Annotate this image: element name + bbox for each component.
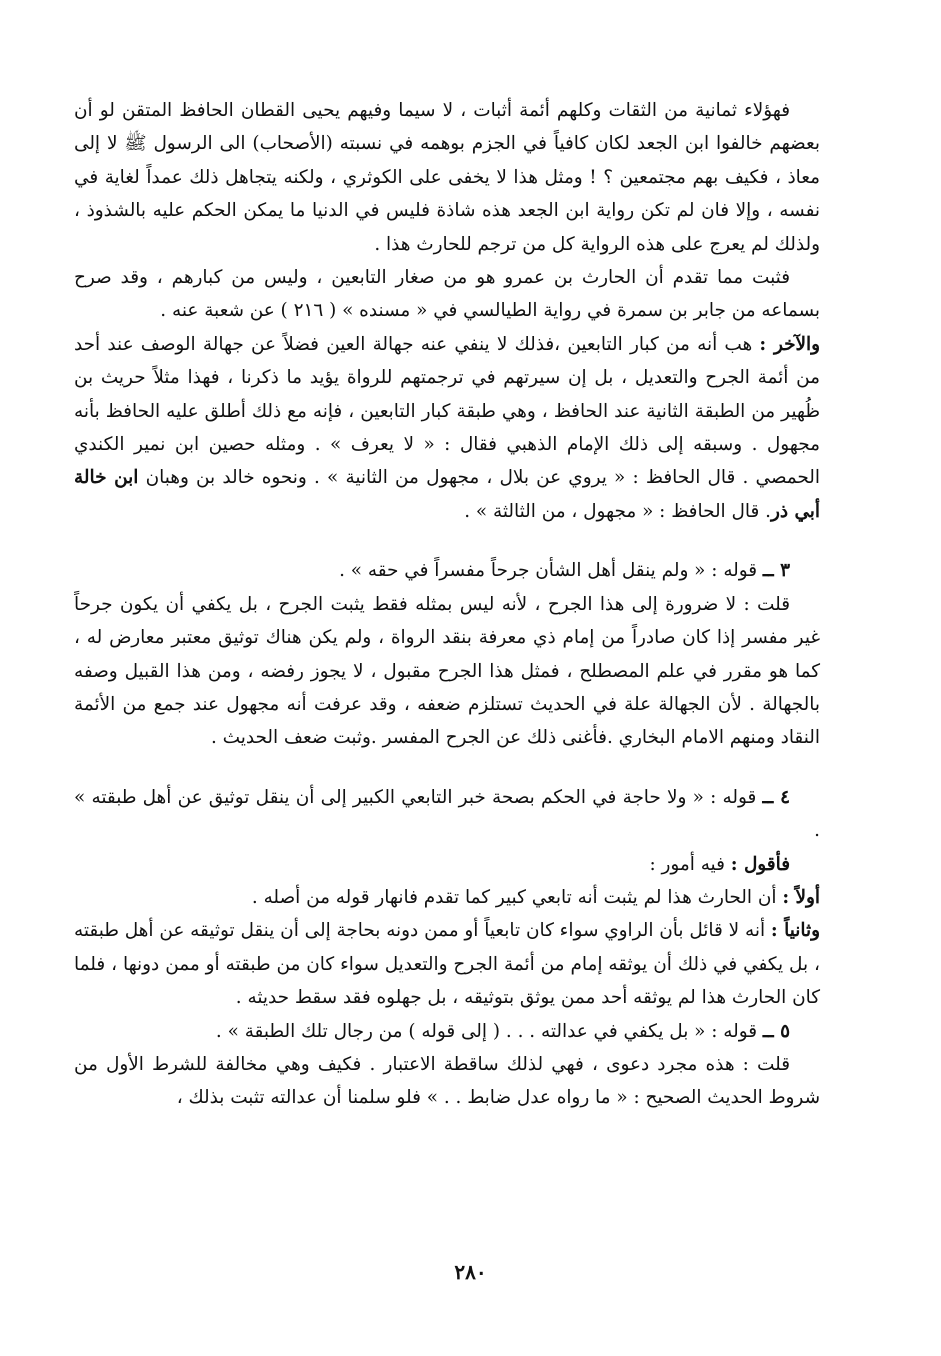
paragraph-response-intro [74,848,820,881]
paragraph-first-matter [74,881,820,914]
paragraph-text: قلت : هذه مجرد دعوى ، فهي لذلك ساقطة الاعتبار . فكيف وهي مخالفة للشرط الأول من شروط الحديث الصحيح : « ما رواه عدل ضابط . . » فلو سلمنا أن عدالته تثبت بذلك ، [74,1053,820,1109]
paragraph-response-3 [74,588,820,755]
paragraph-response-5 [74,1048,820,1115]
paragraph-lead: فأقول : [730,853,790,875]
paragraph-quote-3 [74,554,820,587]
paragraph-text: قلت : لا ضرورة إلى هذا الجرح ، لأنه ليس بمثله فقط يثبت الجرح ، بل يكفي أن يكون جرحاً غير مفسر إذا كان صادراً من إمام ذي معرفة بنقد الرواة ، ولم يكن هناك توثيق معتبر معارض له ، كما هو مقرر في علم المصطلح ، فمثل هذا الجرح مقبول ، لا يجوز رفضه ، ومن هذا القبيل وصفه بالجهالة . لأن الجهالة علة في الحديث تستلزم ضعفه ، وقد عرفت أنه مجهول عند جمع من الأئمة النقاد ومنهم الامام البخاري .فأغنى ذلك عن الجرح المفسر .وثبت ضعف الحديث . [74,593,820,749]
paragraph-quote-4 [74,781,820,848]
paragraph-lead: أولاً : [782,886,820,908]
paragraph-text: قوله : « بل يكفي في عدالته . . . ( إلى قوله ) من رجال تلك الطبقة » . [215,1020,763,1042]
paragraph-second-point [74,328,820,528]
paragraph-conclusion [74,261,820,328]
paragraph-lead: وثانياً : [770,920,820,942]
paragraph-text: أنه لا قائل بأن الراوي سواء كان تابعياً أو ممن دونه بحاجة إلى أن ينقل توثيقه عن أهل طبقته ، بل يكفي في ذلك أن يوثقه إمام من أئمة الجرح والتعديل سواء كان من طبقته أو ممن دونها ، فلما كان الحارث هذا لم يوثقه أحد ممن يوثق بتوثيقه ، بل جهلوه فقد سقط حديثه . [74,920,820,1009]
paragraph-bold-phrase: ابن خالة أبي ذر [74,467,820,522]
paragraph-text: فهؤلاء ثمانية من الثقات وكلهم أئمة أثبات ، لا سيما وفيهم يحيى القطان الحافظ المتقن لو أن بعضهم خالفوا ابن الجعد لكان كافياً في الجزم بوهمه في نسبته (الأصحاب) الى الرسول ﷺ لا إلى معاذ ، فكيف بهم مجتمعين ؟ ! ومثل هذا لا يخفى على الكوثري ، ولكنه يتجاهل ذلك عمداً لغاية في نفسه ، وإلا فان لم تكن رواية ابن الجعد هذه شاذة فليس في الدنيا ما يمكن الحكم عليه بالشذوذ ، ولذلك لم يعرج على هذه الرواية كل من ترجم للحارث هذا . [74,100,820,255]
paragraph-quote-5 [74,1015,820,1048]
paragraph-text: هب أنه من كبار التابعين ،فذلك لا ينفي عنه جهالة العين فضلاً عن جهالة الوصف عند أحد من أئمة الجرح والتعديل ، بل إن سيرتهم في ترجمتهم للرواة يؤيد ما ذكرنا ، فهذا مثلاً حريث بن ظُهير من الطبقة الثانية عند الحافظ ، وهي طبقة كبار التابعين ، فإنه مع ذلك أطلق عليه الحافظ بأنه مجهول . وسبقه إلى ذلك الإمام الذهبي فقال : « لا يعرف » . ومثله حصين ابن نمير الكندي الحمصي . قال الحافظ : « يروي عن بلال ، مجهول من الثانية » . ونحوه خالد بن وهبان [74,333,820,489]
paragraph-number: ٥ ــ [762,1020,790,1042]
paragraph-text: قوله : « ولم ينقل أهل الشأن جرحاً مفسراً في حقه » . [339,560,763,582]
paragraph-second-matter [74,914,820,1014]
paragraph-lead: والآخر : [759,333,821,355]
book-page-body [74,94,820,1115]
paragraph-narrators-list [74,94,820,261]
paragraph-text: قوله : « ولا حاجة في الحكم بصحة خبر التابعي الكبير إلى أن ينقل توثيق عن أهل طبقته » . [74,786,820,842]
paragraph-text: فيه أمور : [649,853,731,875]
paragraph-text: أن الحارث هذا لم يثبت أنه تابعي كبير كما تقدم فانهار قوله من أصله . [251,886,783,908]
paragraph-number: ٤ ــ [762,786,790,808]
paragraph-text: فثبت مما تقدم أن الحارث بن عمرو هو من صغار التابعين ، وليس من كبارهم ، وقد صرح بسماعه من جابر بن سمرة في رواية الطيالسي في « مسنده » ( ٢١٦ ) عن شعبة عنه . [74,267,820,322]
paragraph-tail: . قال الحافظ : « مجهول ، من الثالثة » . [464,500,771,522]
page-number: ٢٨٠ [454,1260,487,1284]
paragraph-number: ٣ ــ [762,560,790,582]
